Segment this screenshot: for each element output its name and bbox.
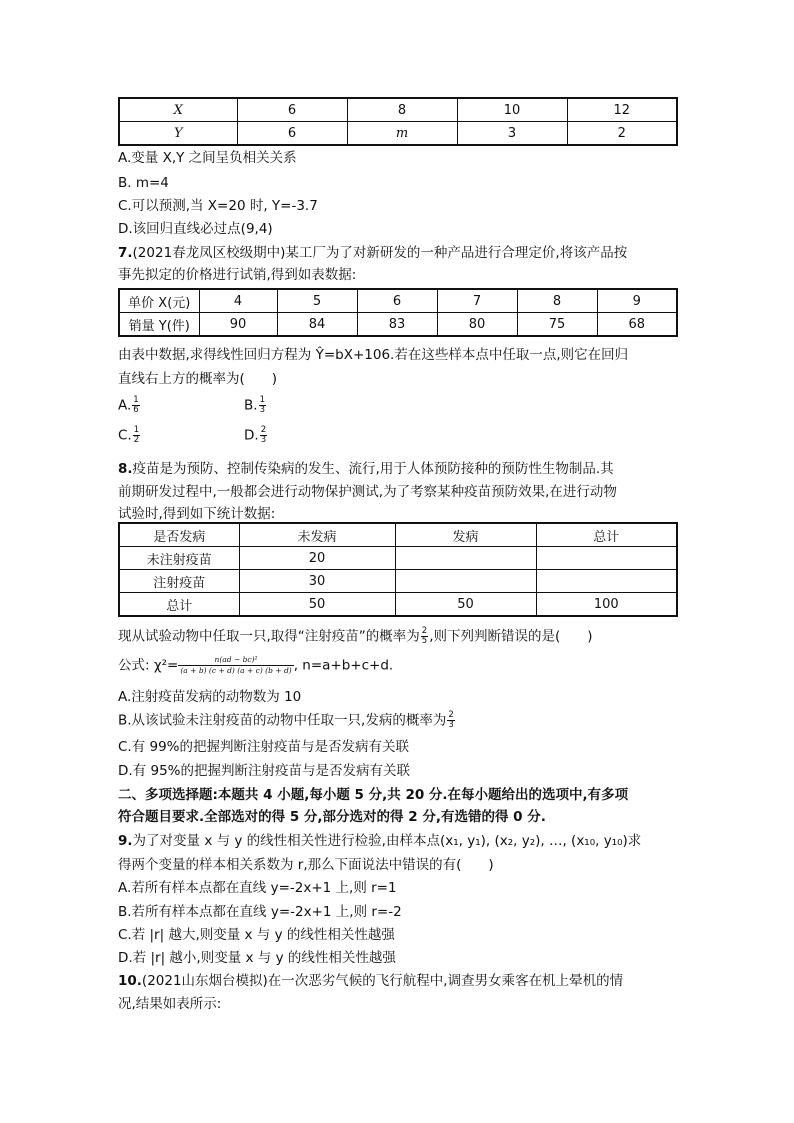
table-cell: 90 [199,313,277,337]
table-cell: 未发病 [239,523,395,547]
xy-table [118,97,678,146]
q8-stem-line1 [118,460,614,478]
table-cell: 20 [239,547,395,570]
table-cell [395,547,536,570]
q6-option-c: C.可以预测,当 X=20 时, Y=-3.7 [118,198,318,214]
q9-stem-line1 [118,832,641,850]
table-cell: 总计 [536,523,677,547]
denominator: 3 [448,720,454,730]
q7-stem-line2: 事先拟定的价格进行试销,得到如表数据: [118,267,357,283]
table-cell: 销量 Y(件) [119,313,199,337]
table-row [119,547,677,570]
question-text: (2021山东烟台模拟)在一次恶劣气候的飞行航程中,调查男女乘客在机上晕机的情 [141,973,624,989]
fraction [133,426,140,445]
question-text: 为了对变量 x 与 y 的线性相关性进行检验,由样本点(x₁, y₁), (x₂, y₂), …, (x₁₀, y₁₀)求 [132,833,642,849]
q6-option-d: D.该回归直线必过点(9,4) [118,221,273,237]
q8-option-d: D.有 95%的把握判断注射疫苗与是否发病有关联 [118,763,410,779]
table-cell: 84 [277,313,357,337]
table-cell: X [119,98,237,122]
q8-stem-line4 [118,627,593,646]
q7-stem-line3: 由表中数据,求得线性回归方程为 Ŷ=bX+106.若在这些样本点中任取一点,则它在回归 [118,347,629,363]
table-cell: 2 [567,122,677,146]
option-label: D. [244,427,259,444]
numerator: 2 [421,626,428,636]
table-cell: 100 [536,593,677,617]
numerator: 1 [133,395,139,405]
table-cell: 单价 X(元) [119,289,199,313]
table-cell: 12 [567,98,677,122]
q9-option-c: C.若 |r| 越大,则变量 x 与 y 的线性相关性越强 [118,927,395,943]
text: ,则下列判断错误的是( ) [429,628,593,645]
formula-fraction [178,655,293,676]
q10-stem-line1 [118,972,623,990]
option-label: A. [118,397,132,414]
table-cell: 发病 [395,523,536,547]
table-row [119,98,677,122]
table-cell: 80 [437,313,517,337]
table-cell: 30 [239,570,395,593]
table-cell [536,547,677,570]
question-text: (2021春龙凤区校级期中)某工厂为了对新研发的一种产品进行合理定价,将该产品按 [132,245,628,261]
table-cell: 6 [357,289,437,313]
section-heading-line1: 二、多项选择题:本题共 4 小题,每小题 5 分,共 20 分.在每小题给出的选项中,有多项 [118,787,629,803]
q6-option-b: B. m=4 [118,175,169,191]
denominator: 5 [421,636,428,646]
q9-option-b: B.若所有样本点都在直线 y=-2x+1 上,则 r=-2 [118,904,402,920]
table-row [119,570,677,593]
question-number: 10. [118,973,142,989]
q7-stem-line4: 直线右上方的概率为( ) [118,371,278,387]
q9-stem-line2: 得两个变量的样本相关系数为 r,那么下面说法中错误的有( ) [118,857,494,873]
table-cell: 50 [395,593,536,617]
table-cell: 68 [597,313,677,337]
table-row [119,289,677,313]
q8-option-c: C.有 99%的把握判断注射疫苗与是否发病有关联 [118,739,410,755]
q8-stem-line3: 试验时,得到如下统计数据: [118,506,276,522]
q9-option-a: A.若所有样本点都在直线 y=-2x+1 上,则 r=1 [118,880,397,896]
fraction [447,711,454,730]
q9-option-d: D.若 |r| 越小,则变量 x 与 y 的线性相关性越强 [118,950,396,966]
q7-option-b [244,396,267,415]
q7-option-a [118,396,141,415]
table-cell: 10 [457,98,567,122]
table-cell: 8 [347,98,457,122]
denominator: 2 [133,435,140,445]
question-number: 8. [118,461,133,477]
table-cell: 3 [457,122,567,146]
text: 现从试验动物中任取一只,取得“注射疫苗”的概率为 [118,628,420,645]
text: , n=a+b+c+d. [293,657,394,674]
table-row [119,122,677,146]
table-cell: 9 [597,289,677,313]
table-cell: 75 [517,313,597,337]
section-heading-line2: 符合题目要求.全部选对的得 5 分,部分选对的得 2 分,有选错的得 0 分. [118,809,546,825]
numerator: 2 [260,425,267,435]
text: B.从该试验未注射疫苗的动物中任取一只,发病的概率为 [118,712,447,729]
table-cell: 50 [239,593,395,617]
q8-option-b [118,711,456,730]
denominator: 6 [133,405,139,415]
table-cell: 未注射疫苗 [119,547,239,570]
question-text: 疫苗是为预防、控制传染病的发生、流行,用于人体预防接种的预防性生物制品.其 [132,461,614,477]
table-row [119,313,677,337]
table-cell [395,570,536,593]
q8-formula [118,655,393,676]
table-cell: 83 [357,313,437,337]
vaccine-table [118,522,678,617]
question-number: 9. [118,833,133,849]
table-cell: 6 [237,98,347,122]
table-cell: 7 [437,289,517,313]
numerator: n(ad − bc)² [178,655,293,666]
q7-option-c [118,426,141,445]
fraction [260,426,267,445]
numerator: 2 [448,710,454,720]
table-cell [536,570,677,593]
q10-stem-line2: 况,结果如表所示: [118,996,222,1012]
fraction [259,396,266,415]
numerator: 1 [259,395,265,405]
table-cell: 6 [237,122,347,146]
denominator: 3 [259,405,265,415]
fraction [421,627,428,646]
q8-stem-line2: 前期研发过程中,一般都会进行动物保护测试,为了考察某种疫苗预防效果,在进行动物 [118,484,617,500]
q7-option-d [244,426,268,445]
numerator: 1 [133,425,140,435]
q6-option-a: A.变量 X,Y 之间呈负相关关系 [118,150,297,166]
fraction [132,396,139,415]
option-label: C. [118,427,132,444]
table-cell: 4 [199,289,277,313]
formula-label: 公式: χ²= [118,657,179,674]
option-label: B. [244,397,258,414]
q7-stem-line1 [118,244,627,262]
denominator: (a + b) (c + d) (a + c) (b + d) [180,666,292,675]
table-cell: 总计 [119,593,239,617]
price-sales-table [118,288,678,337]
table-row [119,593,677,617]
table-cell: 5 [277,289,357,313]
q8-option-a: A.注射疫苗发病的动物数为 10 [118,689,302,705]
table-cell: m [347,122,457,146]
denominator: 3 [260,435,267,445]
table-row [119,523,677,547]
table-cell: 注射疫苗 [119,570,239,593]
table-cell: Y [119,122,237,146]
table-cell: 是否发病 [119,523,239,547]
question-number: 7. [118,245,133,261]
table-cell: 8 [517,289,597,313]
